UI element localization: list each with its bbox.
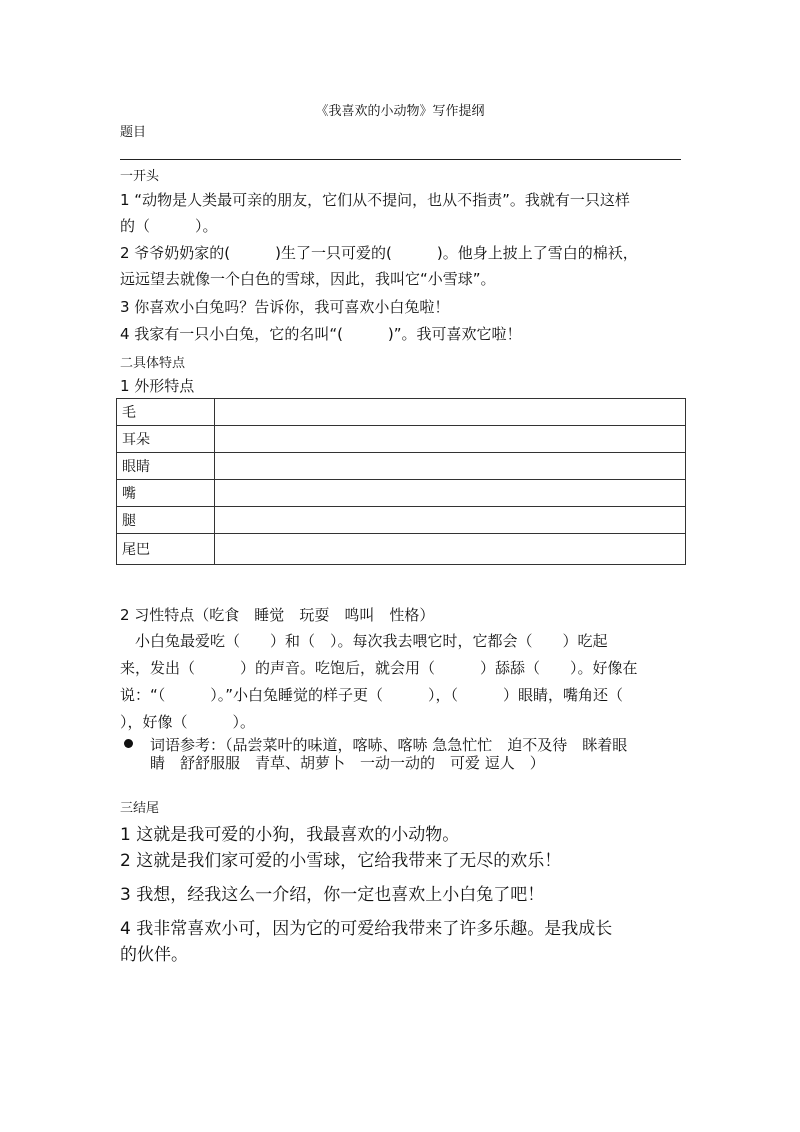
topic-line — [120, 159, 681, 160]
worksheet-title: 《我喜欢的小动物》写作提纲 — [315, 104, 485, 119]
word-reference-line-1: 词语参考：（品尝菜叶的味道，喀哧、喀哧 急急忙忙 迫不及待 眯着眼 — [150, 736, 628, 754]
ending-option-3: 3 我想，经我这么一介绍，你一定也喜欢上小白兔了吧！ — [120, 885, 545, 905]
ending-option-1: 1 这就是我可爱的小狗，我最喜欢的小动物。 — [120, 825, 460, 845]
opening-option-3: 3 你喜欢小白兔吗？告诉你，我可喜欢小白兔啦！ — [120, 298, 450, 316]
feature-label: 耳朵 — [117, 426, 215, 453]
table-row — [117, 480, 686, 507]
appearance-table — [116, 398, 686, 565]
habits-subheading: 2 习性特点（吃食 睡觉 玩耍 鸣叫 性格） — [120, 606, 435, 624]
opening-option-1-line-1: 1 “动物是人类最可亲的朋友，它们从不提问，也从不指责”。我就有一只这样 — [120, 191, 630, 209]
feature-label: 尾巴 — [117, 534, 215, 565]
ending-option-2: 2 这就是我们家可爱的小雪球，它给我带来了无尽的欢乐！ — [120, 851, 562, 871]
feature-blank[interactable] — [215, 507, 686, 534]
section-ending-heading: 三结尾 — [120, 801, 160, 816]
habits-paragraph-line-2: 来，发出（ ）的声音。吃饱后，就会用（ ）舔舔（ ）。好像在 — [120, 659, 638, 677]
ending-option-4-line-2: 的伙伴。 — [120, 945, 188, 965]
opening-option-4: 4 我家有一只小白兔，它的名叫“( )”。我可喜欢它啦！ — [120, 325, 522, 343]
feature-blank[interactable] — [215, 399, 686, 426]
word-reference-line-2: 睛 舒舒服服 青草、胡萝卜 一动一动的 可爱 逗人 ） — [150, 754, 545, 772]
feature-blank[interactable] — [215, 480, 686, 507]
appearance-subheading: 1 外形特点 — [120, 377, 195, 395]
feature-label: 毛 — [117, 399, 215, 426]
table-row — [117, 426, 686, 453]
table-row — [117, 507, 686, 534]
feature-label: 眼睛 — [117, 453, 215, 480]
ending-option-4-line-1: 4 我非常喜欢小可，因为它的可爱给我带来了许多乐趣。是我成长 — [120, 919, 613, 939]
feature-label: 腿 — [117, 507, 215, 534]
feature-blank[interactable] — [215, 534, 686, 565]
habits-paragraph-line-3: 说：“（ ）。”小白兔睡觉的样子更（ ），（ ）眼睛，嘴角还（ — [120, 686, 624, 704]
opening-option-1-line-2: 的（ ）。 — [120, 217, 218, 235]
section-features-heading: 二具体特点 — [120, 356, 186, 371]
feature-label: 嘴 — [117, 480, 215, 507]
feature-blank[interactable] — [215, 426, 686, 453]
table-row — [117, 453, 686, 480]
habits-paragraph-line-1: 小白兔最爱吃（ ）和（ ）。每次我去喂它时，它都会（ ）吃起 — [120, 632, 608, 650]
opening-option-2-line-1: 2 爷爷奶奶家的( )生了一只可爱的( )。他身上披上了雪白的棉袄， — [120, 244, 638, 262]
section-opening-heading: 一开头 — [120, 169, 160, 184]
bullet-dot-icon — [124, 739, 133, 748]
topic-label: 题目 — [120, 125, 147, 140]
table-row — [117, 534, 686, 565]
habits-paragraph-line-4: ），好像（ ）。 — [120, 713, 256, 731]
table-row — [117, 399, 686, 426]
feature-blank[interactable] — [215, 453, 686, 480]
opening-option-2-line-2: 远远望去就像一个白色的雪球，因此，我叫它“小雪球”。 — [120, 270, 496, 288]
